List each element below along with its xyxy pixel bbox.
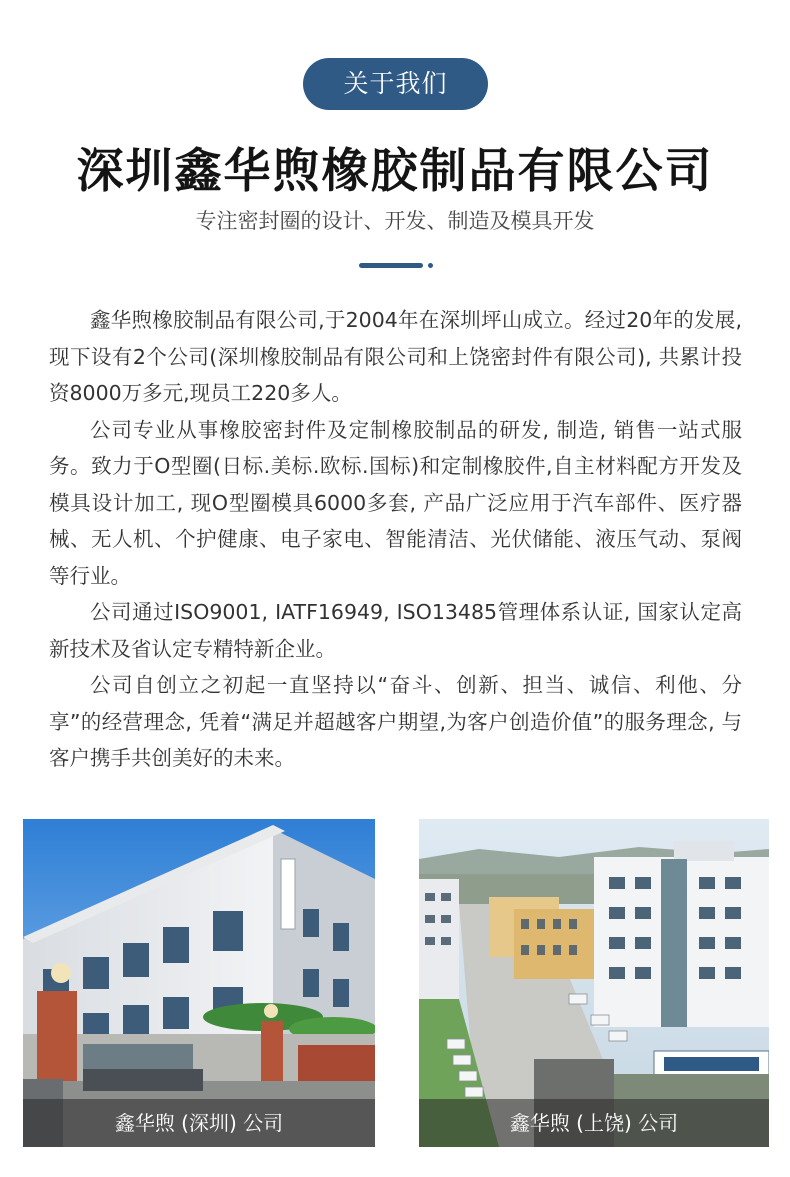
intro-paragraph: 公司专业从事橡胶密封件及定制橡胶制品的研发, 制造, 销售一站式服务。致力于O型圈(日标.美标.欧标.国标)和定制橡胶件,自主材料配方开发及模具设计加工, 现O型圈模具6000多套, 产品广泛应用于汽车部件、医疗器械、无人机、个护健康、电子家电、智能清洁、光伏储能、液压气动、泵阀等行业。	[49, 417, 742, 588]
shangrao-campus-image	[419, 819, 769, 1147]
shenzhen-company-photo	[23, 819, 375, 1147]
photo-caption: 鑫华煦 (深圳) 公司	[23, 1099, 375, 1147]
intro-paragraph: 鑫华煦橡胶制品有限公司,于2004年在深圳坪山成立。经过20年的发展,现下设有2个公司(深圳橡胶制品有限公司和上饶密封件有限公司), 共累计投资8000万多元,现员工220多人。	[49, 308, 742, 405]
divider-bar	[359, 263, 423, 268]
shenzhen-building-image	[23, 819, 375, 1147]
shangrao-company-photo	[419, 819, 769, 1147]
company-subtitle: 专注密封圈的设计、开发、制造及模具开发	[195, 209, 595, 233]
section-badge: 关于我们	[303, 58, 488, 110]
intro-paragraph: 公司自创立之初起一直坚持以“奋斗、创新、担当、诚信、利他、分享”的经营理念, 凭着“满足并超越客户期望,为客户创造价值”的服务理念, 与客户携手共创美好的未来。	[49, 673, 742, 770]
photo-caption: 鑫华煦 (上饶) 公司	[419, 1099, 769, 1147]
company-title: 深圳鑫华煦橡胶制品有限公司	[76, 144, 714, 199]
intro-text	[49, 302, 742, 777]
divider-dot	[428, 263, 433, 268]
intro-paragraph: 公司通过ISO9001, IATF16949, ISO13485管理体系认证, 国家认定高新技术及省认定专精特新企业。	[49, 600, 742, 661]
